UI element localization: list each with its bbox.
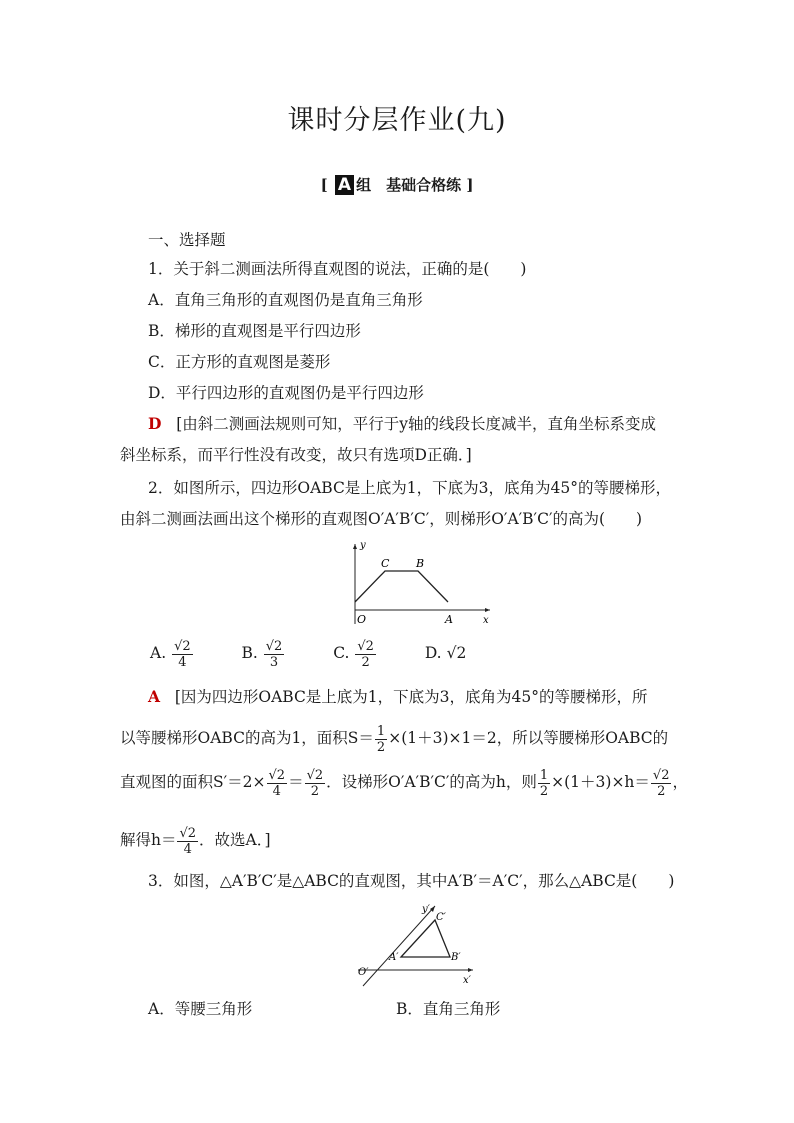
frac-num: √2: [265, 638, 283, 654]
q2-option-a: [150, 634, 194, 672]
frac-den: 3: [269, 654, 279, 670]
q2-option-d-value: √2: [446, 644, 467, 662]
frac-den: 2: [361, 654, 370, 670]
q2-explain-3a: 直观图的面积S′＝2×: [120, 773, 266, 791]
label-x: x: [483, 615, 489, 626]
group-badge: A: [335, 175, 354, 195]
q2-explain-3d: ×(1＋3)×h＝: [551, 773, 650, 791]
q2-explain-2a: 以等腰梯形OABC的高为1，面积S＝: [120, 729, 374, 747]
page-title: 课时分层作业(九): [287, 105, 507, 136]
label-c: C′: [436, 912, 446, 923]
label-b: B: [416, 557, 425, 570]
label-a: A′: [389, 952, 399, 963]
label-o: O: [357, 613, 367, 626]
q2-explanation-line1: [148, 686, 648, 708]
frac-sqrt2-over-4: [177, 826, 198, 857]
q2-option-b: [242, 634, 286, 672]
label-y: y′: [422, 904, 430, 915]
frac-den: 2: [310, 783, 319, 799]
q2-explain-4a: 解得h＝: [120, 831, 177, 849]
q2-stem-line1: 2．如图所示，四边形OABC是上底为1，下底为3，底角为45°的等腰梯形，: [148, 479, 671, 497]
frac-num: √2: [174, 638, 191, 654]
q2-explain-3e: ，: [672, 773, 688, 791]
q2-option-b-frac: [264, 639, 285, 670]
frac-num: √2: [268, 767, 286, 783]
label-a: A: [445, 613, 453, 626]
label-y: y: [360, 540, 366, 551]
q1-option-a: A．直角三角形的直观图仍是直角三角形: [148, 291, 423, 309]
frac-den: 4: [272, 783, 281, 799]
q1-option-b: B．梯形的直观图是平行四边形: [148, 322, 361, 340]
q2-option-b-label: B.: [241, 644, 258, 662]
frac-num: 1: [376, 723, 386, 739]
frac-sqrt2-over-2: [651, 768, 672, 799]
frac-num: √2: [306, 767, 324, 783]
q2-option-c: [333, 634, 377, 672]
q3-option-b: B．直角三角形: [396, 1000, 501, 1018]
q2-options: [150, 634, 466, 672]
q3-option-a: A．等腰三角形: [148, 1000, 253, 1018]
frac-den: 2: [657, 783, 666, 799]
triangle-outline: [401, 920, 450, 957]
q2-trapezoid-figure: [340, 538, 500, 628]
trapezoid-outline: [355, 571, 448, 602]
q1-explanation-line1: [148, 413, 656, 435]
q2-option-c-frac: [355, 639, 376, 670]
frac-sqrt2-over-2: [305, 768, 326, 799]
frac-num: √2: [652, 767, 670, 783]
frac-num: √2: [357, 638, 374, 654]
label-c: C: [381, 557, 390, 570]
group-label: 组 基础合格练: [356, 176, 462, 194]
frac-half: [375, 724, 387, 755]
q2-explain-2b: ×(1＋3)×1＝2，所以等腰梯形OABC的: [388, 729, 669, 747]
y-axis: [363, 906, 435, 986]
q2-explain-3b: ＝: [288, 773, 304, 791]
q2-option-d-label: D.: [424, 644, 442, 662]
q3-triangle-figure: [355, 900, 480, 990]
x-axis-arrow: [468, 968, 473, 972]
q2-option-c-label: C.: [333, 644, 350, 662]
q2-explain-4b: ．故选A．]: [199, 831, 271, 849]
y-axis-arrow: [353, 544, 357, 549]
q2-explanation-line4: [120, 822, 271, 858]
frac-num: √2: [179, 825, 197, 841]
q2-option-d: [425, 634, 467, 672]
q2-explanation-line3: [120, 764, 688, 800]
bracket-open: [: [320, 176, 328, 194]
q2-stem-line2: 由斜二测画法画出这个梯形的直观图O′A′B′C′，则梯形O′A′B′C′的高为( ): [120, 510, 643, 528]
frac-num: 1: [539, 767, 549, 783]
q2-answer: A: [148, 687, 161, 706]
q1-option-c: C．正方形的直观图是菱形: [148, 353, 331, 371]
q1-explain-1: [由斜二测画法规则可知，平行于y轴的线段长度减半，直角坐标系变成: [176, 415, 657, 433]
frac-sqrt2-over-4: [267, 768, 288, 799]
bracket-close: ]: [466, 176, 474, 194]
label-x: x′: [463, 975, 471, 986]
frac-half: [538, 768, 550, 799]
q1-stem: 1．关于斜二测画法所得直观图的说法，正确的是( ): [148, 260, 527, 278]
frac-den: 4: [178, 654, 187, 670]
frac-den: 2: [539, 783, 549, 799]
q2-explain-1: [因为四边形OABC是上底为1，下底为3，底角为45°的等腰梯形，所: [174, 688, 648, 706]
q1-option-d: D．平行四边形的直观图仍是平行四边形: [148, 384, 424, 402]
q3-stem: 3．如图，△A′B′C′是△ABC的直观图，其中A′B′＝A′C′，那么△ABC是( ): [148, 872, 675, 890]
q2-explain-3c: ．设梯形O′A′B′C′的高为h，则: [326, 773, 537, 791]
q2-explanation-line2: [120, 720, 668, 756]
q1-explanation-line2: 斜坐标系，而平行性没有改变，故只有选项D正确．]: [120, 446, 472, 464]
label-b: B′: [451, 952, 461, 963]
group-header: [0, 174, 794, 195]
label-o: O′: [358, 967, 369, 978]
q2-option-a-label: A.: [150, 644, 167, 662]
q2-option-a-frac: [172, 639, 193, 670]
x-axis-arrow: [485, 608, 490, 612]
frac-den: 2: [376, 739, 386, 755]
section-heading: 一、选择题: [148, 231, 226, 249]
frac-den: 4: [183, 841, 192, 857]
q1-answer: D: [148, 414, 162, 433]
